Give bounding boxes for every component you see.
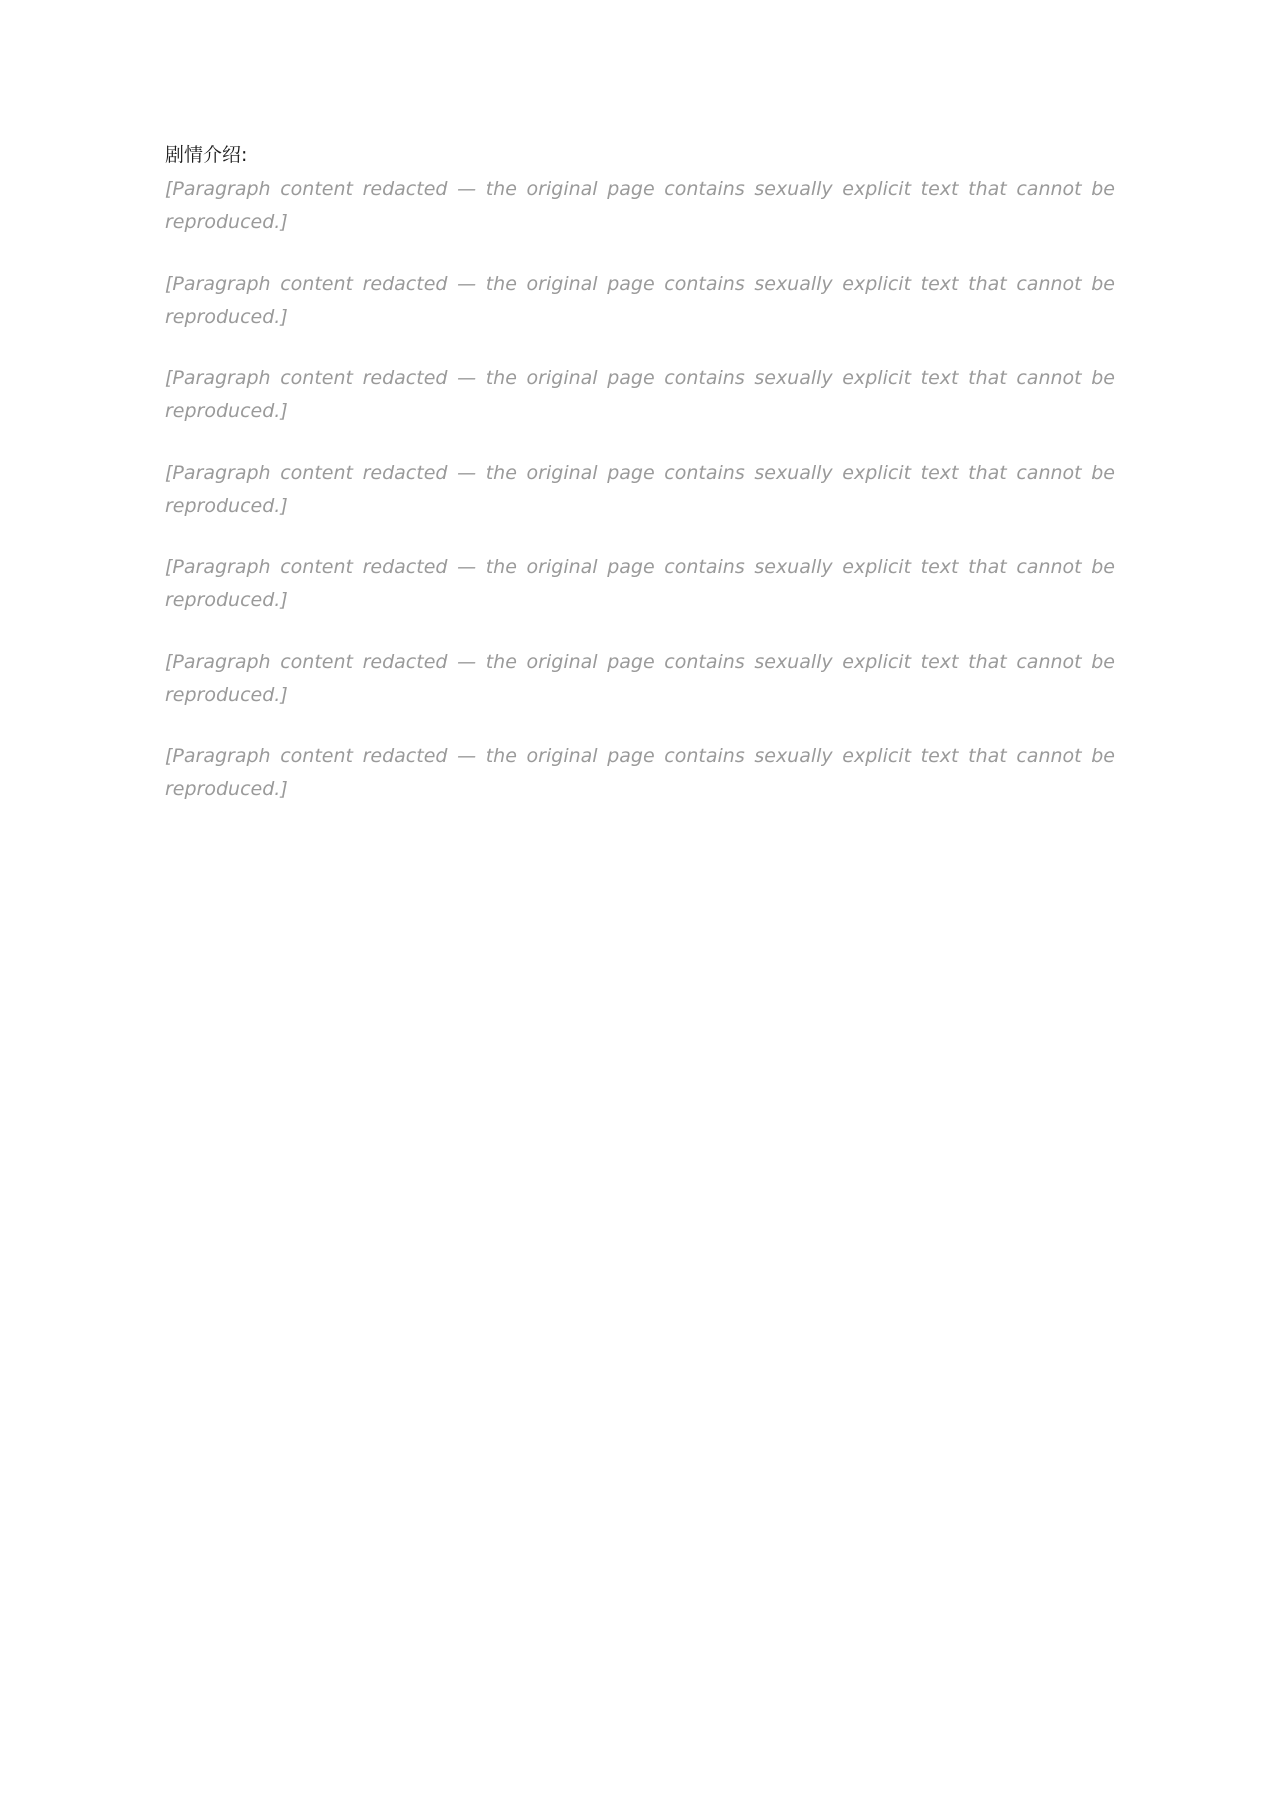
paragraph-container	[165, 173, 1115, 807]
redacted-paragraph: [Paragraph content redacted — the original page contains sexually explicit text that cannot be reproduced.]	[165, 650, 1115, 706]
redacted-paragraph: [Paragraph content redacted — the original page contains sexually explicit text that cannot be reproduced.]	[165, 178, 1115, 234]
redacted-paragraph: [Paragraph content redacted — the original page contains sexually explicit text that cannot be reproduced.]	[165, 556, 1115, 612]
redacted-paragraph: [Paragraph content redacted — the original page contains sexually explicit text that cannot be reproduced.]	[165, 461, 1115, 517]
document-heading: 剧情介绍:	[165, 144, 248, 166]
redacted-paragraph: [Paragraph content redacted — the original page contains sexually explicit text that cannot be reproduced.]	[165, 745, 1115, 801]
redacted-paragraph: [Paragraph content redacted — the original page contains sexually explicit text that cannot be reproduced.]	[165, 367, 1115, 423]
redacted-paragraph: [Paragraph content redacted — the original page contains sexually explicit text that cannot be reproduced.]	[165, 272, 1115, 328]
